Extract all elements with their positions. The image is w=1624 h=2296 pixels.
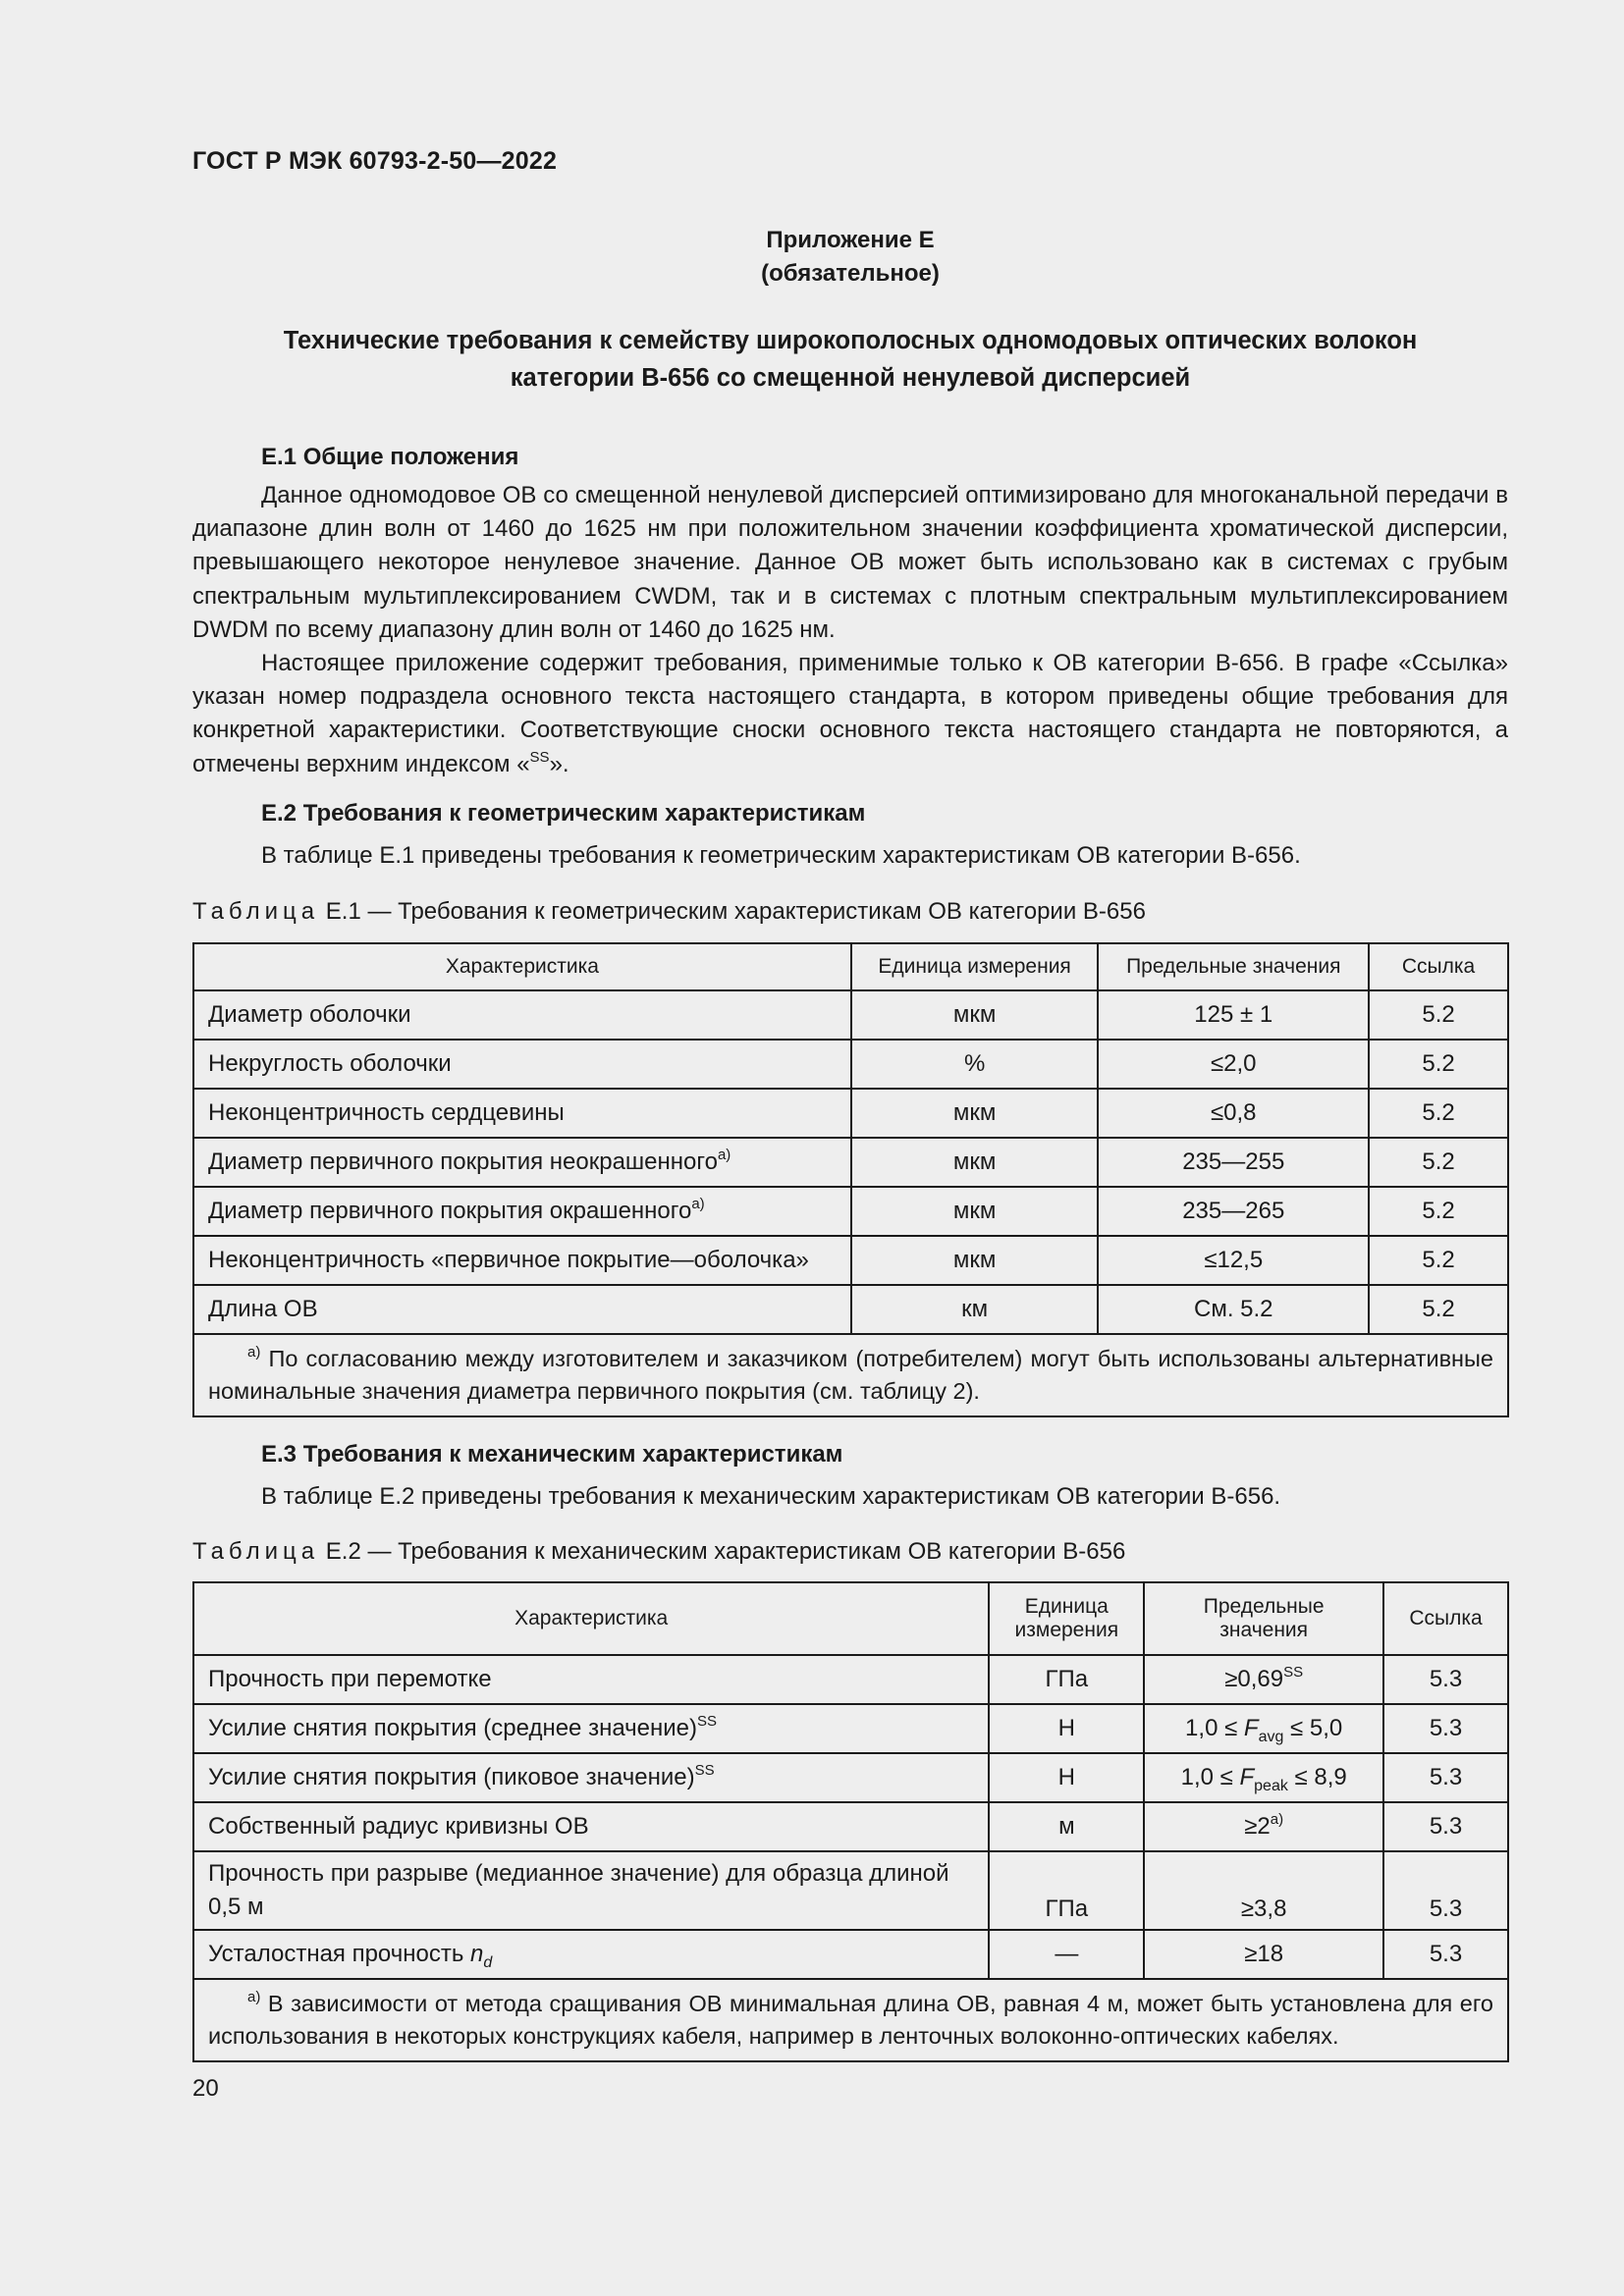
cell-unit: ГПа bbox=[989, 1655, 1144, 1704]
table-footnote-row bbox=[193, 1334, 1508, 1416]
force-subscript: peak bbox=[1254, 1778, 1288, 1794]
cell-unit: — bbox=[989, 1930, 1144, 1979]
table2-footnote bbox=[193, 1979, 1508, 2061]
column-header-characteristic: Характеристика bbox=[193, 1582, 989, 1655]
page-number: 20 bbox=[192, 2075, 219, 2102]
characteristic-text: Длина ОВ bbox=[208, 1296, 318, 1322]
cell-unit: Н bbox=[989, 1753, 1144, 1802]
document-title-line2: категории В-656 со смещенной ненулевой дисперсией bbox=[510, 364, 1191, 392]
table1-caption-text: Е.1 — Требования к геометрическим характеристикам ОВ категории В-656 bbox=[319, 898, 1146, 925]
cell-limit bbox=[1144, 1655, 1383, 1704]
characteristic-text: Усталостная прочность bbox=[208, 1941, 471, 1967]
cell-limit: 125 ± 1 bbox=[1098, 990, 1369, 1040]
table-row bbox=[193, 1802, 1508, 1851]
cell-unit: мкм bbox=[851, 1138, 1099, 1187]
footnote-marker: а) bbox=[717, 1147, 731, 1163]
cell-unit: м bbox=[989, 1802, 1144, 1851]
table2-caption-prefix: Таблица bbox=[192, 1538, 320, 1565]
column-header-reference: Ссылка bbox=[1383, 1582, 1508, 1655]
section-e2-intro: В таблице Е.1 приведены требования к геометрическим характеристикам ОВ категории В-656. bbox=[261, 842, 1301, 869]
superscript-ss: SS bbox=[697, 1713, 718, 1730]
table1-caption-prefix: Таблица bbox=[192, 898, 320, 925]
cell-reference: 5.2 bbox=[1369, 1187, 1508, 1236]
footnote-marker: а) bbox=[247, 1989, 261, 2005]
cell-unit: мкм bbox=[851, 1236, 1099, 1285]
footnote-body: В зависимости от метода сращивания ОВ минимальная длина ОВ, равная 4 м, может быть установлена для его использования в некоторых конструкциях кабеля, например в ленточных волоконно-оптических кабелях. bbox=[208, 1991, 1493, 2049]
limit-text: ≥0,69 bbox=[1224, 1666, 1284, 1692]
superscript-ss: SS bbox=[1283, 1664, 1304, 1681]
characteristic-text: Диаметр первичного покрытия окрашенного bbox=[208, 1198, 692, 1224]
table-row bbox=[193, 1704, 1508, 1753]
paragraph-general-1: Данное одномодовое ОВ со смещенной ненулевой дисперсией оптимизировано для многоканальной передачи в диапазоне длин волн от 1460 до 1625 нм при положительном значении коэффициента хроматической дисперсии, превышающего некоторое ненулевое значение. Данное ОВ может быть использовано как в системах с грубым спектральным мультиплексированием CWDM, так и в системах с плотным спектральным мультиплексированием DWDM по всему диапазону длин волн от 1460 до 1625 нм. bbox=[192, 482, 1508, 643]
symbol-n: n bbox=[470, 1941, 484, 1967]
footnote-body: По согласованию между изготовителем и заказчиком (потребителем) могут быть использованы альтернативные номинальные значения диаметра первичного покрытия (см. таблицу 2). bbox=[208, 1346, 1493, 1404]
cell-limit: ≥3,8 bbox=[1144, 1851, 1383, 1930]
paragraph-general-2-end: ». bbox=[549, 750, 569, 777]
table-row bbox=[193, 1851, 1508, 1930]
table1-caption bbox=[192, 898, 1146, 926]
superscript-ss: SS bbox=[694, 1762, 715, 1779]
limit-text: ≥2 bbox=[1244, 1813, 1271, 1840]
table2-caption-text: Е.2 — Требования к механическим характеристикам ОВ категории В-656 bbox=[319, 1538, 1126, 1565]
cell-limit: См. 5.2 bbox=[1098, 1285, 1369, 1334]
appendix-title: Приложение Е bbox=[766, 227, 935, 253]
table-row bbox=[193, 1040, 1508, 1089]
cell-characteristic bbox=[193, 1704, 989, 1753]
table-row bbox=[193, 1187, 1508, 1236]
cell-characteristic: Прочность при перемотке bbox=[193, 1655, 989, 1704]
cell-unit: мкм bbox=[851, 990, 1099, 1040]
table1-footnote-text bbox=[208, 1343, 1493, 1408]
force-symbol: F bbox=[1243, 1715, 1259, 1741]
cell-characteristic bbox=[193, 1285, 851, 1334]
cell-limit: ≤12,5 bbox=[1098, 1236, 1369, 1285]
column-header-limit: Предельные значения bbox=[1144, 1582, 1383, 1655]
cell-characteristic: Прочность при разрыве (медианное значение) для образца длиной 0,5 м bbox=[193, 1851, 989, 1930]
superscript-ss: SS bbox=[529, 748, 550, 766]
cell-unit: км bbox=[851, 1285, 1099, 1334]
cell-reference: 5.2 bbox=[1369, 1089, 1508, 1138]
characteristic-text: Диаметр первичного покрытия неокрашенного bbox=[208, 1148, 718, 1175]
footnote-marker: а) bbox=[691, 1196, 705, 1212]
document-title-line1: Технические требования к семейству широкополосных одномодовых оптических волокон bbox=[283, 327, 1418, 354]
geometric-requirements-table bbox=[192, 942, 1509, 1417]
cell-limit: ≤2,0 bbox=[1098, 1040, 1369, 1089]
table-row bbox=[193, 1753, 1508, 1802]
symbol-subscript-d: d bbox=[483, 1954, 493, 1971]
section-heading-e1: Е.1 Общие положения bbox=[261, 444, 519, 470]
table-header-row bbox=[193, 943, 1508, 990]
limit-text: ≤ 5,0 bbox=[1283, 1715, 1343, 1741]
cell-unit: ГПа bbox=[989, 1851, 1144, 1930]
cell-reference: 5.3 bbox=[1383, 1851, 1508, 1930]
limit-text: 1,0 ≤ bbox=[1185, 1715, 1244, 1741]
table1-footnote bbox=[193, 1334, 1508, 1416]
cell-characteristic bbox=[193, 1187, 851, 1236]
table-row bbox=[193, 990, 1508, 1040]
cell-characteristic bbox=[193, 1138, 851, 1187]
cell-characteristic bbox=[193, 990, 851, 1040]
cell-limit bbox=[1144, 1753, 1383, 1802]
cell-limit bbox=[1144, 1802, 1383, 1851]
column-header-limit: Предельные значения bbox=[1098, 943, 1369, 990]
cell-limit: 235—265 bbox=[1098, 1187, 1369, 1236]
cell-reference: 5.2 bbox=[1369, 1040, 1508, 1089]
cell-reference: 5.3 bbox=[1383, 1655, 1508, 1704]
cell-unit: Н bbox=[989, 1704, 1144, 1753]
table-row bbox=[193, 1236, 1508, 1285]
characteristic-text: Неконцентричность сердцевины bbox=[208, 1099, 565, 1126]
force-subscript: avg bbox=[1258, 1729, 1284, 1745]
table-row bbox=[193, 1285, 1508, 1334]
cell-reference: 5.3 bbox=[1383, 1802, 1508, 1851]
table-row bbox=[193, 1930, 1508, 1979]
document-title bbox=[192, 322, 1508, 397]
cell-reference: 5.3 bbox=[1383, 1753, 1508, 1802]
footnote-marker: а) bbox=[1270, 1811, 1284, 1828]
cell-reference: 5.3 bbox=[1383, 1930, 1508, 1979]
standard-code: ГОСТ Р МЭК 60793-2-50—2022 bbox=[192, 147, 558, 175]
limit-text: ≤ 8,9 bbox=[1287, 1764, 1347, 1790]
table-row bbox=[193, 1138, 1508, 1187]
cell-limit: ≥18 bbox=[1144, 1930, 1383, 1979]
cell-reference: 5.2 bbox=[1369, 1236, 1508, 1285]
cell-limit: ≤0,8 bbox=[1098, 1089, 1369, 1138]
cell-characteristic bbox=[193, 1089, 851, 1138]
cell-characteristic bbox=[193, 1040, 851, 1089]
table-row bbox=[193, 1655, 1508, 1704]
characteristic-text: Усилие снятия покрытия (среднее значение) bbox=[208, 1715, 697, 1741]
characteristic-text: Усилие снятия покрытия (пиковое значение) bbox=[208, 1764, 695, 1790]
cell-characteristic bbox=[193, 1753, 989, 1802]
table-row bbox=[193, 1089, 1508, 1138]
appendix-heading bbox=[192, 224, 1508, 291]
column-header-unit: Единица измерения bbox=[989, 1582, 1144, 1655]
section-heading-e3: Е.3 Требования к механическим характеристикам bbox=[261, 1441, 843, 1468]
limit-text: 1,0 ≤ bbox=[1180, 1764, 1240, 1790]
force-symbol: F bbox=[1239, 1764, 1255, 1790]
cell-characteristic bbox=[193, 1236, 851, 1285]
cell-unit: мкм bbox=[851, 1187, 1099, 1236]
mechanical-requirements-table bbox=[192, 1581, 1509, 2062]
cell-limit: 235—255 bbox=[1098, 1138, 1369, 1187]
footnote-marker: а) bbox=[247, 1344, 261, 1361]
table2-caption bbox=[192, 1538, 1125, 1566]
cell-reference: 5.2 bbox=[1369, 1138, 1508, 1187]
cell-unit: мкм bbox=[851, 1089, 1099, 1138]
characteristic-text: Неконцентричность «первичное покрытие—оболочка» bbox=[208, 1247, 809, 1273]
cell-reference: 5.2 bbox=[1369, 990, 1508, 1040]
paragraph-general-2-text: Настоящее приложение содержит требования, применимые только к ОВ категории В-656. В графе «Ссылка» указан номер подраздела основного текста настоящего стандарта, в котором приведены общие требования для конкретной характеристики. Соответствующие сноски основного текста настоящего стандарта не повторяются, а отмечены верхним индексом « bbox=[192, 650, 1508, 777]
table2-footnote-text bbox=[208, 1988, 1493, 2053]
cell-reference: 5.2 bbox=[1369, 1285, 1508, 1334]
cell-limit bbox=[1144, 1704, 1383, 1753]
column-header-reference: Ссылка bbox=[1369, 943, 1508, 990]
table-header-row bbox=[193, 1582, 1508, 1655]
characteristic-text: Некруглость оболочки bbox=[208, 1050, 452, 1077]
appendix-status: (обязательное) bbox=[761, 260, 940, 287]
section-heading-e2: Е.2 Требования к геометрическим характеристикам bbox=[261, 800, 866, 827]
paragraph-general-2 bbox=[192, 647, 1508, 781]
cell-characteristic bbox=[193, 1930, 989, 1979]
characteristic-text: Диаметр оболочки bbox=[208, 1001, 411, 1028]
column-header-characteristic: Характеристика bbox=[193, 943, 851, 990]
table-footnote-row bbox=[193, 1979, 1508, 2061]
cell-reference: 5.3 bbox=[1383, 1704, 1508, 1753]
column-header-unit: Единица измерения bbox=[851, 943, 1099, 990]
cell-characteristic: Собственный радиус кривизны ОВ bbox=[193, 1802, 989, 1851]
section-e3-intro: В таблице Е.2 приведены требования к механическим характеристикам ОВ категории В-656. bbox=[261, 1483, 1281, 1510]
cell-unit: % bbox=[851, 1040, 1099, 1089]
